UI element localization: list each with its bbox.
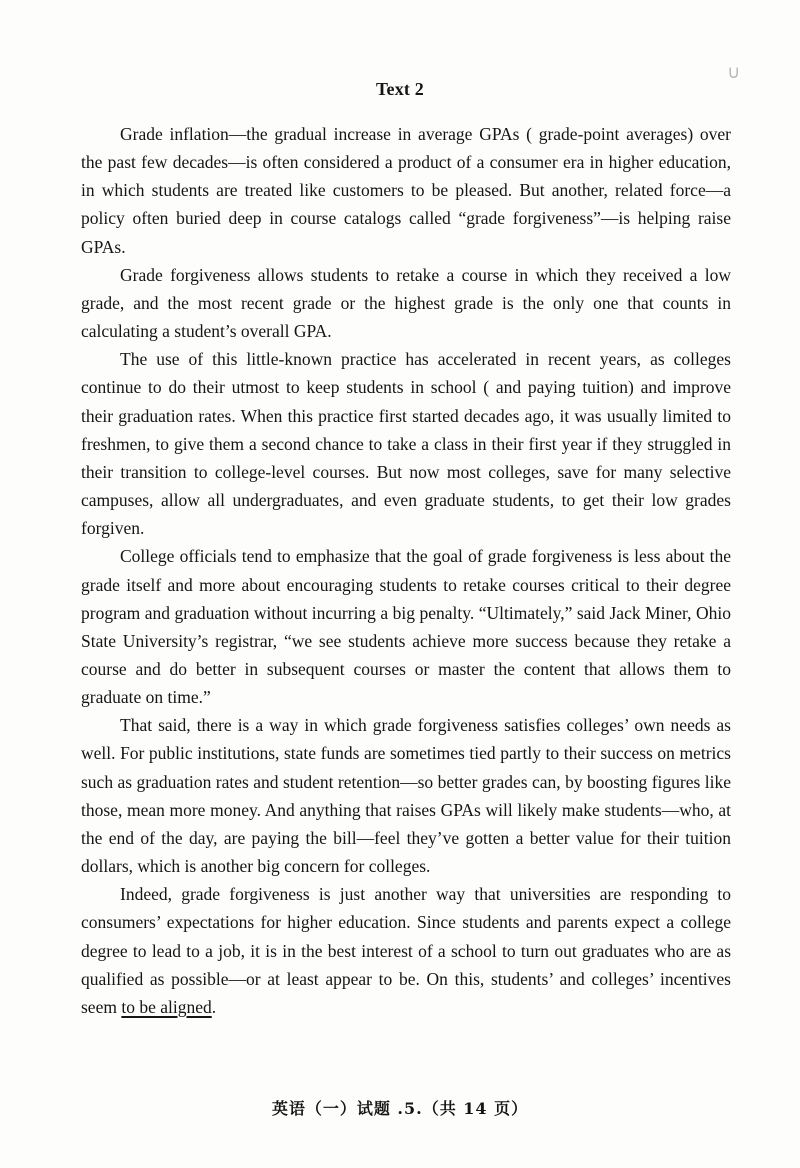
paragraph-6 <box>81 880 731 1021</box>
paragraph-6-text: Indeed, grade forgiveness is just another way that universities are responding to consumers’ expectations for higher education. Since students and parents expect a college degree to lead to a job, it is in the best interest of a school to turn out graduates who are as qualified as possible—or at least appear to be. On this, students’ and colleges’ incentives seem <box>81 884 731 1017</box>
passage-title: Text 2 <box>375 79 425 99</box>
paragraph-6-end: . <box>211 996 217 1017</box>
passage-body <box>81 120 731 1021</box>
page-footer: 英语（一）试题 .5.（共 14 页） <box>271 1099 529 1118</box>
margin-mark: ∪ <box>727 62 741 83</box>
paragraph-2: Grade forgiveness allows students to retake a course in which they received a low grade, and the most recent grade or the highest grade is the only one that counts in calculating a student’s overall GPA. <box>81 264 731 342</box>
paragraph-1: Grade inflation—the gradual increase in average GPAs ( grade-point averages) over the past few decades—is often considered a product of a consumer era in higher education, in which students are treated like customers to be pleased. But another, related force—a policy often buried deep in course catalogs called “grade forgiveness”—is helping raise GPAs. <box>81 124 731 257</box>
underlined-phrase: to be aligned <box>121 996 212 1017</box>
paragraph-3: The use of this little-known practice has accelerated in recent years, as colleges continue to do their utmost to keep students in school ( and paying tuition) and improve their graduation rates. When this practice first started decades ago, it was usually limited to freshmen, to give them a second chance to take a class in their first year if they struggled in their transition to college-level courses. But now most colleges, save for many selective campuses, allow all undergraduates, and even graduate students, to get their low grades forgiven. <box>81 349 731 539</box>
paragraph-4: College officials tend to emphasize that the goal of grade forgiveness is less about the grade itself and more about encouraging students to retake courses critical to their degree program and graduation without incurring a big penalty. “Ultimately,” said Jack Miner, Ohio State University’s registrar, “we see students achieve more success because they retake a course and do better in subsequent courses or master the content that allows them to graduate on time.” <box>81 546 731 708</box>
paragraph-5: That said, there is a way in which grade forgiveness satisfies colleges’ own needs as well. For public institutions, state funds are sometimes tied partly to their success on metrics such as graduation rates and student retention—so better grades can, by boosting figures like those, mean more money. And anything that raises GPAs will likely make students—who, at the end of the day, are paying the bill—feel they’ve gotten a better value for their tuition dollars, which is another big concern for colleges. <box>81 715 731 877</box>
